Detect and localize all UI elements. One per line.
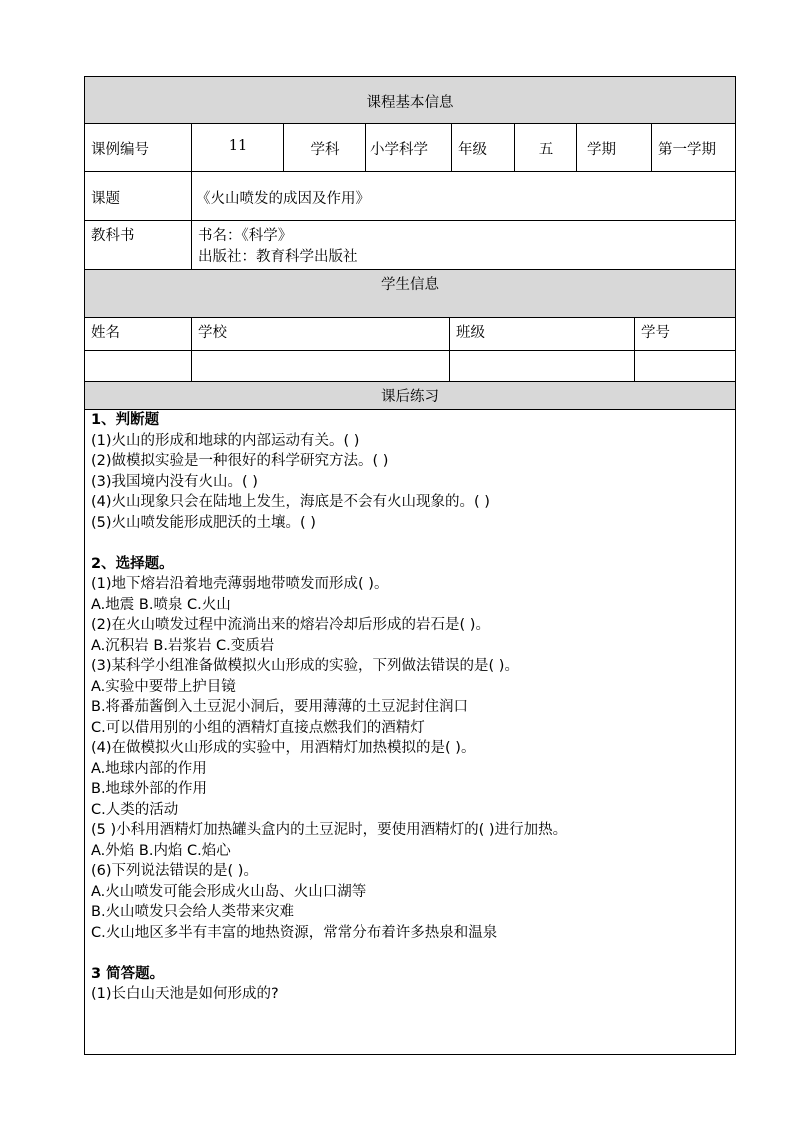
exercise-line: (3)某科学小组准备做模拟火山形成的实验，下列做法错误的是( )。 [91,658,519,674]
course-info-header-row [85,77,735,124]
exercise-spacer [91,533,729,554]
exercise-line: (1)长白山天池是如何形成的? [91,986,279,1002]
term-value: 第一学期 [658,142,716,158]
textbook-label: 教科书 [91,228,135,244]
exercise-line: C.火山地区多半有丰富的地热资源，常常分布着许多热泉和温泉 [91,924,498,941]
exercise-line: (1)地下熔岩沿着地壳薄弱地带喷发而形成( )。 [91,576,389,592]
grade-value: 五 [538,142,554,158]
exercise-section-title: 1、判断题 [91,412,160,428]
textbook-row [85,221,735,270]
term-value-cell [652,124,735,171]
student-name-label: 姓名 [91,325,120,341]
student-name-cell [85,318,192,350]
case-no-value-cell [192,124,284,171]
student-class-input-cell[interactable] [450,351,635,381]
student-school-label: 学校 [198,325,227,341]
grade-label: 年级 [458,142,487,158]
student-cols-row [85,318,735,351]
student-info-header: 学生信息 [381,277,439,293]
exercise-line: (4)火山现象只会在陆地上发生，海底是不会有火山现象的。( ) [91,494,490,510]
exercise-line: (2)在火山喷发过程中流淌出来的熔岩冷却后形成的岩石是( )。 [91,617,490,633]
exercise-section-title: 2、选择题。 [91,555,174,572]
exercise-line: A.火山喷发可能会形成火山岛、火山口湖等 [91,883,367,900]
case-no-label-cell [85,124,192,171]
topic-row [85,172,735,221]
exercise-line: C.可以借用别的小组的酒精灯直接点燃我们的酒精灯 [91,719,425,736]
exercise-line: (6)下列说法错误的是( )。 [91,863,258,879]
exercise-line: (4)在做模拟火山形成的实验中，用酒精灯加热模拟的是( )。 [91,740,476,756]
subject-value-cell [366,124,452,171]
topic-value-cell [192,172,735,220]
grade-value-cell [515,124,577,171]
student-name-input-cell[interactable] [85,351,192,381]
student-info-header-row [85,270,735,318]
exercise-line: B.火山喷发只会给人类带来灾难 [91,904,295,920]
exercise-line: (2)做模拟实验是一种很好的科学研究方法。( ) [91,453,389,469]
exercise-line: B.将番茄酱倒入土豆泥小洞后，要用薄薄的土豆泥封住润口 [91,699,469,715]
case-no-value: 11 [228,138,248,154]
student-class-label: 班级 [456,325,485,341]
exercise-spacer [91,943,729,964]
topic-label-cell [85,172,192,220]
exercise-line: (3)我国境内没有火山。( ) [91,473,258,490]
exercise-line: A.实验中要带上护目镜 [91,678,236,695]
grade-label-cell [452,124,515,171]
case-no-label: 课例编号 [91,142,149,158]
topic-value: 《火山喷发的成因及作用》 [196,191,370,207]
student-no-cell [635,318,735,350]
subject-label: 学科 [310,142,340,158]
textbook-value-cell [192,221,735,269]
student-school-input-cell[interactable] [192,351,450,381]
textbook-label-cell [85,221,192,269]
exercise-header-row [85,382,735,410]
course-info-header: 课程基本信息 [366,95,454,111]
term-label-cell [577,124,652,171]
student-no-input-cell[interactable] [635,351,735,381]
topic-label: 课题 [91,191,120,207]
exercise-line: A.地球内部的作用 [91,760,207,777]
exercise-line: A.地震 B.喷泉 C.火山 [91,596,231,613]
exercise-line: B.地球外部的作用 [91,781,208,797]
student-class-cell [450,318,635,350]
exercise-body [85,410,735,1005]
exercise-line: (5 )小科用酒精灯加热罐头盒内的土豆泥时，要使用酒精灯的( )进行加热。 [91,822,568,838]
exercise-section-title: 3 简答题。 [91,965,165,982]
student-school-cell [192,318,450,350]
course-sheet [84,76,736,1055]
subject-label-cell [284,124,366,171]
student-no-label: 学号 [641,325,670,341]
exercise-line: (1)火山的形成和地球的内部运动有关。( ) [91,432,360,449]
student-input-row [85,351,735,382]
exercise-line: A.沉积岩 B.岩浆岩 C.变质岩 [91,637,275,654]
textbook-book-name: 书名：《科学》 [198,228,293,244]
exercise-header: 课后练习 [381,389,439,405]
term-label: 学期 [587,142,616,158]
exercise-line: A.外焰 B.内焰 C.焰心 [91,842,231,859]
info-row [85,124,735,172]
subject-value: 小学科学 [370,142,428,158]
exercise-line: C.人类的活动 [91,801,179,818]
exercise-line: (5)火山喷发能形成肥沃的土壤。( ) [91,514,316,531]
textbook-publisher: 出版社：教育科学出版社 [198,249,358,265]
